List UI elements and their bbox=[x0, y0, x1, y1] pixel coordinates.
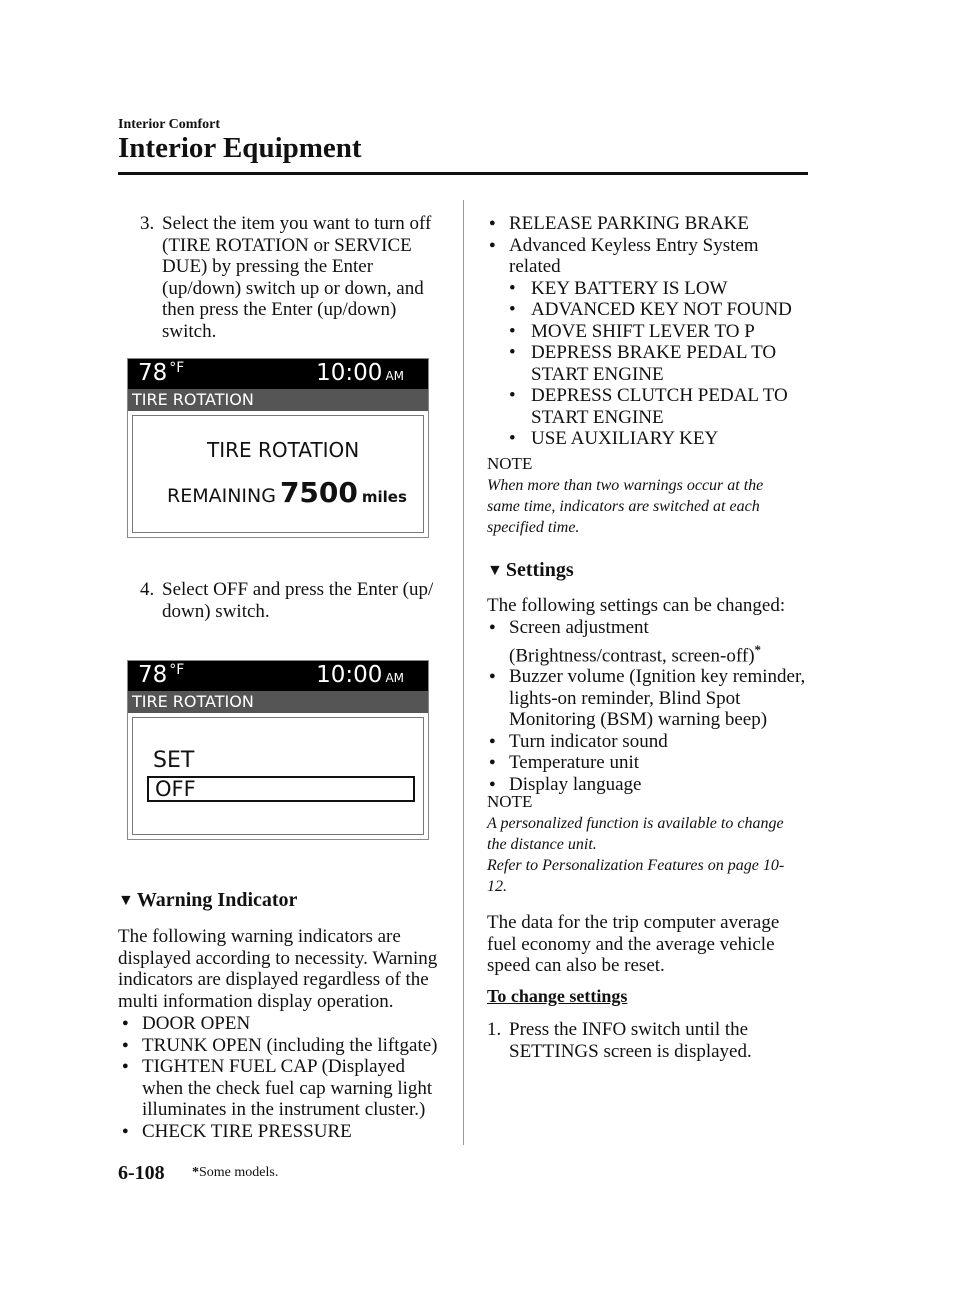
list-item: ● TRUNK OPEN (including the liftgate) bbox=[122, 1034, 438, 1056]
display-screen-set-off bbox=[127, 660, 429, 840]
page-number: 6-108 bbox=[118, 1162, 165, 1184]
sub-list-item: • ADVANCED KEY NOT FOUND bbox=[509, 299, 792, 320]
note-text: When more than two warnings occur at the same time, indicators are switched at each specified time. bbox=[487, 477, 764, 536]
list-item: ● TIGHTEN FUEL CAP (Displayed when the check fuel cap warning light illuminates in the instrument cluster.) bbox=[122, 1056, 433, 1120]
warning-heading: ▼ Warning Indicator bbox=[118, 889, 298, 911]
bullet-icon: ● bbox=[489, 777, 496, 790]
settings-list bbox=[489, 617, 811, 795]
settings-intro: The following settings can be changed: bbox=[487, 595, 786, 616]
step-1 bbox=[487, 1019, 797, 1062]
step-text: Press the INFO switch until the SETTINGS screen is displayed. bbox=[509, 1019, 752, 1062]
screen-content bbox=[132, 717, 424, 835]
step-number: 3. bbox=[140, 213, 155, 234]
step-text: Select OFF and press the Enter (up/ down) switch. bbox=[162, 579, 434, 622]
bullet-icon: ● bbox=[489, 670, 496, 683]
clock-readout: 10:00 AM bbox=[316, 360, 404, 386]
screen-status-bar bbox=[128, 359, 428, 389]
footnote-star-icon: * bbox=[192, 1165, 199, 1180]
bullet-icon: ● bbox=[489, 756, 496, 769]
remaining-readout: REMAINING 7500 miles bbox=[167, 476, 407, 509]
bullet-icon: ● bbox=[122, 1038, 129, 1051]
footnote: *Some models. bbox=[192, 1165, 279, 1180]
triangle-down-icon: ▼ bbox=[118, 891, 134, 909]
list-item: ● RELEASE PARKING BRAKE bbox=[489, 213, 749, 234]
list-item: ● Advanced Keyless Entry System related bbox=[489, 234, 759, 277]
bullet-icon: ● bbox=[489, 734, 496, 747]
note-label: NOTE bbox=[487, 454, 533, 473]
list-item: ● Temperature unit bbox=[489, 752, 640, 774]
note-reference: Refer to Personalization Features on page 10-12. bbox=[487, 857, 785, 895]
footnote-star-icon: * bbox=[754, 641, 762, 657]
step-text: Select the item you want to turn off (TIRE ROTATION or SERVICE DUE) by pressing the Enter (up/down) switch up or down, and then press the Enter (up/down) switch. bbox=[162, 213, 432, 342]
triangle-down-icon: ▼ bbox=[487, 561, 503, 579]
sub-list-item: • MOVE SHIFT LEVER TO P bbox=[509, 320, 755, 342]
bullet-icon: ● bbox=[122, 1124, 129, 1137]
warning-intro: The following warning indicators are displayed according to necessity. Warning indicators are displayed regardless of the multi information display operation. bbox=[118, 926, 438, 1012]
bullet-icon: ● bbox=[489, 217, 496, 229]
step-4 bbox=[140, 579, 440, 622]
bullet-icon: ● bbox=[489, 621, 496, 633]
clock-readout: 10:00 AM bbox=[316, 662, 404, 688]
list-item: ● Turn indicator sound bbox=[489, 730, 668, 752]
list-item: ● Screen adjustment (Brightness/contrast, screen-off)* bbox=[489, 617, 762, 666]
screen-title-bar: TIRE ROTATION bbox=[128, 389, 428, 411]
change-settings-heading: To change settings bbox=[487, 986, 628, 1006]
sub-list-item: • DEPRESS CLUTCH PEDAL TO START ENGINE bbox=[509, 385, 788, 428]
header-rule bbox=[118, 172, 808, 175]
warning-list-continued bbox=[489, 213, 809, 450]
warning-list bbox=[122, 1013, 444, 1142]
note-label: NOTE bbox=[487, 792, 533, 811]
step-number: 4. bbox=[140, 579, 155, 600]
option-off-selected: OFF bbox=[147, 776, 415, 802]
page-title: Interior Equipment bbox=[118, 132, 362, 164]
screen-title-bar: TIRE ROTATION bbox=[128, 691, 428, 713]
list-item: ● CHECK TIRE PRESSURE bbox=[122, 1120, 352, 1142]
list-item: ● Display language bbox=[489, 773, 642, 795]
screen-content bbox=[132, 415, 424, 533]
bullet-icon: ● bbox=[122, 1060, 129, 1072]
bullet-icon: ● bbox=[489, 238, 496, 251]
step-number: 1. bbox=[487, 1019, 502, 1040]
screen-item-label: TIRE ROTATION bbox=[207, 438, 360, 462]
temperature-readout: 78 $^{^\circ F}$ bbox=[138, 662, 185, 688]
note-text: A personalized function is available to change the distance unit. bbox=[487, 815, 784, 853]
sub-list-item: • KEY BATTERY IS LOW bbox=[509, 277, 728, 299]
column-divider bbox=[463, 200, 464, 1145]
sub-list-item: • DEPRESS BRAKE PEDAL TO START ENGINE bbox=[509, 342, 777, 385]
bullet-icon: ● bbox=[122, 1017, 129, 1029]
list-item: ● DOOR OPEN bbox=[122, 1013, 251, 1034]
option-set: SET bbox=[153, 748, 195, 773]
trip-reset-text: The data for the trip computer average fuel economy and the average vehicle speed can also be reset. bbox=[487, 912, 780, 976]
section-label: Interior Comfort bbox=[118, 117, 220, 132]
settings-heading: ▼ Settings bbox=[487, 559, 574, 581]
screen-status-bar bbox=[128, 661, 428, 691]
sub-list-item: • USE AUXILIARY KEY bbox=[509, 428, 719, 449]
temperature-readout: 78 $^{^\circ F}$ bbox=[138, 360, 185, 386]
step-3 bbox=[140, 213, 440, 342]
display-screen-remaining bbox=[127, 358, 429, 538]
list-item: ● Buzzer volume (Ignition key reminder, lights-on reminder, Blind Spot Monitoring (BSM) warning beep) bbox=[489, 666, 806, 731]
